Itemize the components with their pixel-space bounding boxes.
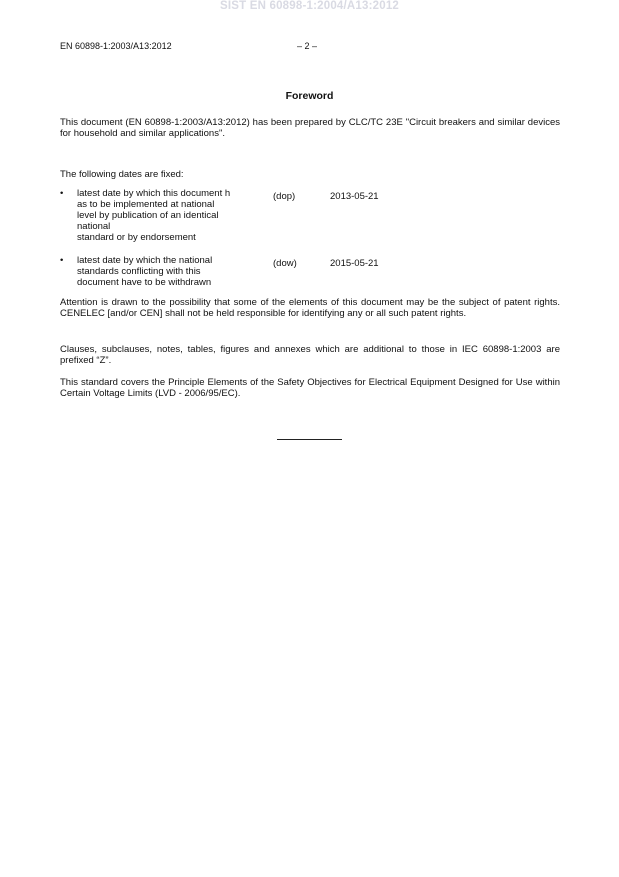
- bullet-icon: •: [60, 255, 64, 266]
- date-item-dop: [60, 188, 460, 254]
- dates-intro: The following dates are fixed:: [60, 169, 184, 180]
- bullet-icon: •: [60, 188, 64, 199]
- date-item-date: 2015-05-21: [330, 258, 379, 269]
- clauses-paragraph: Clauses, subclauses, notes, tables, figures and annexes which are additional to those in IEC 60898-1:2003 are prefixed “Z”.: [60, 344, 560, 366]
- watermark: SIST EN 60898-1:2004/A13:2012: [219, 0, 400, 12]
- patent-attention-paragraph: Attention is drawn to the possibility that some of the elements of this document may be the subject of patent rights. CENELEC [and/or CEN] shall not be held responsible for identifying any or all such patent rights.: [60, 297, 560, 319]
- end-divider: [277, 439, 342, 440]
- date-item-dow: [60, 255, 460, 295]
- document-id: EN 60898-1:2003/A13:2012: [60, 41, 172, 51]
- foreword-intro-paragraph: This document (EN 60898-1:2003/A13:2012) has been prepared by CLC/TC 23E "Circuit breakers and similar devices for household and similar applications".: [60, 117, 560, 139]
- standard-scope-paragraph: This standard covers the Principle Elements of the Safety Objectives for Electrical Equipment Designed for Use within Certain Voltage Limits (LVD - 2006/95/EC).: [60, 377, 560, 399]
- date-item-description: latest date by which this document h as to be implemented at national level by publication of an identical national standard or by endorsement: [77, 188, 231, 243]
- date-item-date: 2013-05-21: [330, 191, 379, 202]
- page-number: – 2 –: [297, 41, 318, 51]
- foreword-title: Foreword: [285, 90, 334, 102]
- date-item-description: latest date by which the national standards conflicting with this document have to be withdrawn: [77, 255, 213, 288]
- date-item-abbreviation: (dop): [273, 191, 296, 202]
- date-item-abbreviation: (dow): [273, 258, 297, 269]
